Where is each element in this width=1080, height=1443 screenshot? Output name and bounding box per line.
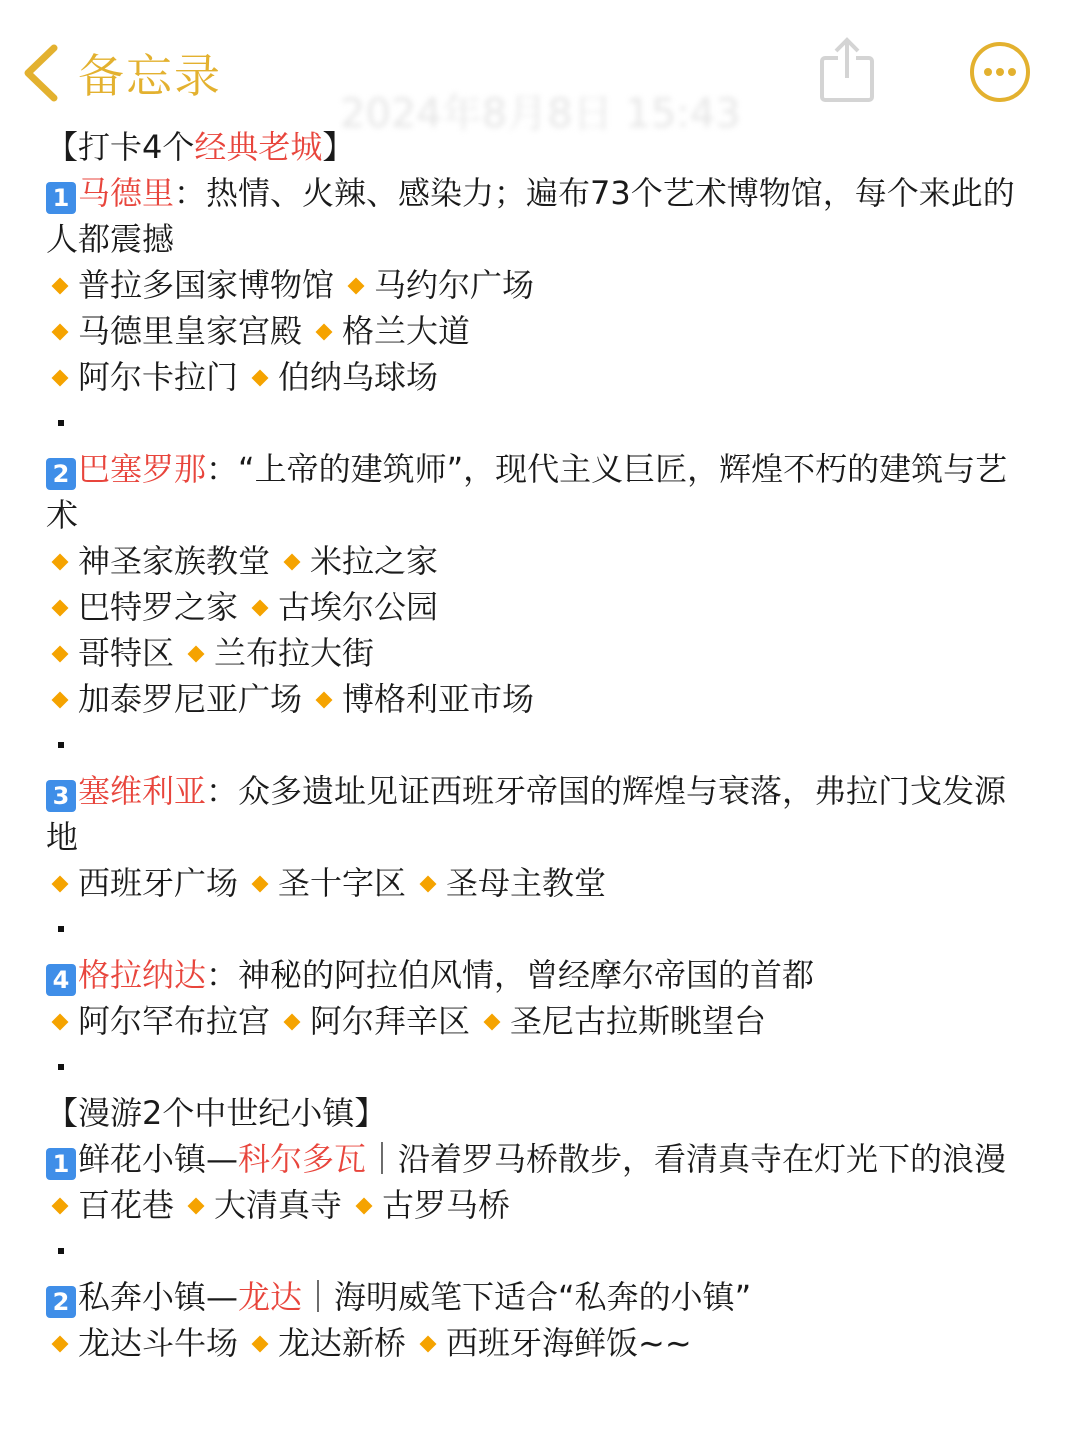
list-item bbox=[46, 262, 1036, 308]
section-title-classic-cities: 【打卡4个经典老城】 bbox=[46, 128, 355, 166]
list-item bbox=[46, 630, 1036, 676]
place-name: 马约尔广场 bbox=[374, 266, 535, 304]
nav-bar bbox=[0, 0, 1080, 137]
town-cordoba: 1 鲜花小镇—科尔多瓦｜沿着罗马桥散步，看清真寺在灯光下的浪漫 bbox=[46, 1136, 1036, 1182]
diamond-icon bbox=[52, 600, 69, 617]
place-name: 百花巷 bbox=[78, 1186, 175, 1224]
diamond-icon bbox=[316, 692, 333, 709]
place-name: 阿尔卡拉门 bbox=[78, 358, 239, 396]
diamond-icon bbox=[252, 600, 269, 617]
town-name: 科尔多瓦 bbox=[238, 1140, 367, 1178]
section-title-medieval-towns: 【漫游2个中世纪小镇】 bbox=[46, 1094, 387, 1132]
note-body[interactable] bbox=[46, 124, 1036, 1366]
separator-dot bbox=[46, 722, 1036, 768]
diamond-icon bbox=[52, 692, 69, 709]
separator-dot bbox=[46, 1044, 1036, 1090]
diamond-icon bbox=[316, 324, 333, 341]
diamond-icon bbox=[52, 554, 69, 571]
number-badge: 1 bbox=[46, 182, 76, 214]
number-badge: 2 bbox=[46, 1286, 76, 1318]
more-icon[interactable] bbox=[968, 40, 1032, 104]
city-name: 巴塞罗那 bbox=[78, 450, 207, 488]
diamond-icon bbox=[420, 1336, 437, 1353]
list-item bbox=[46, 308, 1036, 354]
diamond-icon bbox=[188, 646, 205, 663]
place-name: 古埃尔公园 bbox=[278, 588, 439, 626]
diamond-icon bbox=[52, 370, 69, 387]
back-label: 备忘录 bbox=[78, 49, 222, 103]
place-name: 马德里皇家宫殿 bbox=[78, 312, 303, 350]
city-desc: ：热情、火辣、感染力；遍布73个艺术博物馆，每个来此的人都震撼 bbox=[46, 174, 1015, 258]
town-name: 龙达 bbox=[238, 1278, 303, 1316]
place-name: 西班牙海鲜饭~~ bbox=[446, 1324, 692, 1362]
place-name: 大清真寺 bbox=[214, 1186, 343, 1224]
place-name: 加泰罗尼亚广场 bbox=[78, 680, 303, 718]
place-name: 博格利亚市场 bbox=[342, 680, 535, 718]
city-name: 塞维利亚 bbox=[78, 772, 207, 810]
place-name: 格兰大道 bbox=[342, 312, 471, 350]
back-button[interactable] bbox=[20, 40, 222, 106]
diamond-icon bbox=[284, 554, 301, 571]
city-desc: ：众多遗址见证西班牙帝国的辉煌与衰落，弗拉门戈发源地 bbox=[46, 772, 1007, 856]
diamond-icon bbox=[252, 370, 269, 387]
list-item bbox=[46, 1182, 1036, 1228]
list-item bbox=[46, 1320, 1036, 1366]
list-item bbox=[46, 860, 1036, 906]
place-name: 伯纳乌球场 bbox=[278, 358, 439, 396]
diamond-icon bbox=[252, 1336, 269, 1353]
diamond-icon bbox=[52, 1014, 69, 1031]
town-desc: ｜沿着罗马桥散步，看清真寺在灯光下的浪漫 bbox=[366, 1140, 1007, 1178]
city-madrid bbox=[46, 170, 1036, 262]
separator-dot bbox=[46, 400, 1036, 446]
city-name: 格拉纳达 bbox=[78, 956, 207, 994]
number-badge: 1 bbox=[46, 1148, 76, 1180]
place-name: 圣十字区 bbox=[278, 864, 407, 902]
list-item bbox=[46, 354, 1036, 400]
place-name: 神圣家族教堂 bbox=[78, 542, 271, 580]
place-name: 古罗马桥 bbox=[382, 1186, 511, 1224]
place-name: 圣尼古拉斯眺望台 bbox=[510, 1002, 767, 1040]
place-name: 阿尔罕布拉宫 bbox=[78, 1002, 271, 1040]
share-icon[interactable] bbox=[818, 36, 876, 104]
diamond-icon bbox=[348, 278, 365, 295]
city-name: 马德里 bbox=[78, 174, 175, 212]
diamond-icon bbox=[52, 1198, 69, 1215]
diamond-icon bbox=[52, 876, 69, 893]
separator-dot bbox=[46, 906, 1036, 952]
separator-dot bbox=[46, 1228, 1036, 1274]
place-name: 龙达新桥 bbox=[278, 1324, 407, 1362]
city-granada bbox=[46, 952, 1036, 998]
number-badge: 2 bbox=[46, 458, 76, 490]
place-name: 米拉之家 bbox=[310, 542, 439, 580]
city-desc: ：“上帝的建筑师”，现代主义巨匠，辉煌不朽的建筑与艺术 bbox=[46, 450, 1008, 534]
number-badge: 4 bbox=[46, 964, 76, 996]
place-name: 哥特区 bbox=[78, 634, 175, 672]
city-barcelona bbox=[46, 446, 1036, 538]
list-item bbox=[46, 538, 1036, 584]
diamond-icon bbox=[188, 1198, 205, 1215]
note-date: 2024年8月8日 15:43 bbox=[340, 91, 741, 137]
town-ronda: 2 私奔小镇—龙达｜海明威笔下适合“私奔的小镇” bbox=[46, 1274, 1036, 1320]
diamond-icon bbox=[52, 646, 69, 663]
diamond-icon bbox=[252, 876, 269, 893]
diamond-icon bbox=[52, 1336, 69, 1353]
town-desc: ｜海明威笔下适合“私奔的小镇” bbox=[302, 1278, 752, 1316]
diamond-icon bbox=[420, 876, 437, 893]
place-name: 巴特罗之家 bbox=[78, 588, 239, 626]
diamond-icon bbox=[356, 1198, 373, 1215]
place-name: 龙达斗牛场 bbox=[78, 1324, 239, 1362]
place-name: 西班牙广场 bbox=[78, 864, 239, 902]
diamond-icon bbox=[284, 1014, 301, 1031]
place-name: 普拉多国家博物馆 bbox=[78, 266, 335, 304]
diamond-icon bbox=[52, 278, 69, 295]
city-desc: ：神秘的阿拉伯风情，曾经摩尔帝国的首都 bbox=[206, 956, 815, 994]
diamond-icon bbox=[484, 1014, 501, 1031]
number-badge: 3 bbox=[46, 780, 76, 812]
place-name: 兰布拉大街 bbox=[214, 634, 375, 672]
place-name: 阿尔拜辛区 bbox=[310, 1002, 471, 1040]
list-item bbox=[46, 998, 1036, 1044]
chevron-left-icon bbox=[20, 42, 60, 104]
list-item bbox=[46, 584, 1036, 630]
place-name: 圣母主教堂 bbox=[446, 864, 607, 902]
list-item bbox=[46, 676, 1036, 722]
diamond-icon bbox=[52, 324, 69, 341]
city-seville bbox=[46, 768, 1036, 860]
